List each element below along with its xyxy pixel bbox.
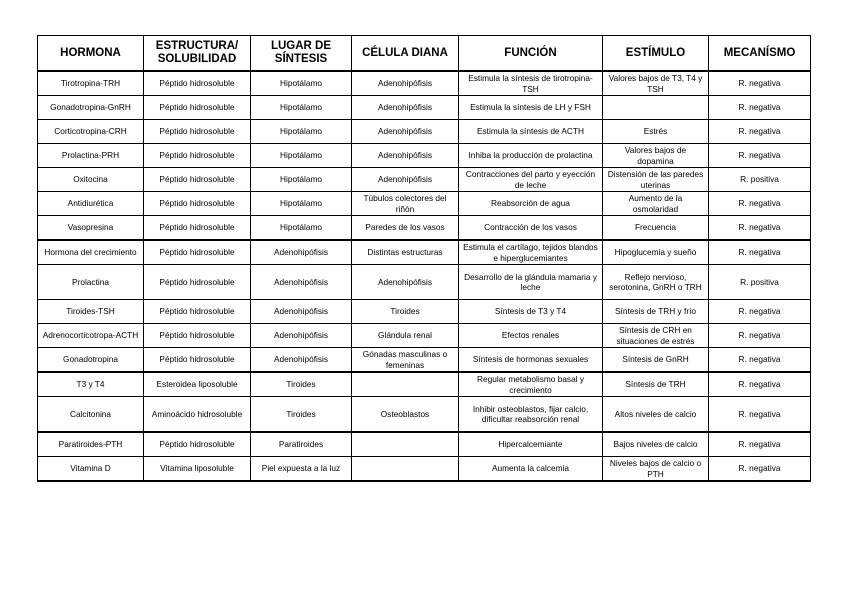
cell-hormona: Vitamina D: [38, 457, 144, 482]
col-header-funcion: FUNCIÓN: [459, 36, 603, 72]
cell-funcion: Regular metabolismo basal y crecimiento: [459, 372, 603, 397]
cell-mecanismo: R. positiva: [709, 168, 811, 192]
cell-estructura: Aminoácido hidrosoluble: [144, 397, 251, 433]
col-header-celula: CÉLULA DIANA: [352, 36, 459, 72]
cell-mecanismo: R. negativa: [709, 432, 811, 457]
cell-mecanismo: R. negativa: [709, 71, 811, 96]
table-row: [38, 265, 811, 300]
cell-lugar: Adenohipófisis: [251, 265, 352, 300]
cell-estructura: Péptido hidrosoluble: [144, 168, 251, 192]
table-row: [38, 71, 811, 96]
cell-mecanismo: R. negativa: [709, 240, 811, 265]
cell-lugar: Hipotálamo: [251, 71, 352, 96]
cell-celula: Distintas estructuras: [352, 240, 459, 265]
cell-lugar: Hipotálamo: [251, 216, 352, 241]
table-row: [38, 168, 811, 192]
cell-funcion: Síntesis de T3 y T4: [459, 300, 603, 324]
table-row: [38, 324, 811, 348]
cell-mecanismo: R. negativa: [709, 216, 811, 241]
cell-estimulo: [603, 96, 709, 120]
cell-celula: Glándula renal: [352, 324, 459, 348]
cell-funcion: Estimula la síntesis de ACTH: [459, 120, 603, 144]
table-row: [38, 372, 811, 397]
hormone-table-sheet: [37, 35, 811, 482]
cell-lugar: Hipotálamo: [251, 120, 352, 144]
cell-celula: Adenohipófisis: [352, 144, 459, 168]
cell-estructura: Vitamina liposoluble: [144, 457, 251, 482]
cell-funcion: Efectos renales: [459, 324, 603, 348]
cell-celula: Osteoblastos: [352, 397, 459, 433]
cell-estimulo: Estrés: [603, 120, 709, 144]
col-header-hormona: HORMONA: [38, 36, 144, 72]
col-header-lugar: LUGAR DE SÍNTESIS: [251, 36, 352, 72]
cell-estimulo: Valores bajos de dopamina: [603, 144, 709, 168]
cell-lugar: Paratiroides: [251, 432, 352, 457]
cell-estimulo: Aumento de la osmolaridad: [603, 192, 709, 216]
cell-celula: Tiroides: [352, 300, 459, 324]
cell-estructura: Péptido hidrosoluble: [144, 192, 251, 216]
cell-estructura: Péptido hidrosoluble: [144, 71, 251, 96]
cell-mecanismo: R. negativa: [709, 348, 811, 373]
cell-funcion: Hipercalcemiante: [459, 432, 603, 457]
cell-hormona: Antidiurética: [38, 192, 144, 216]
cell-hormona: Gonadotropina: [38, 348, 144, 373]
cell-hormona: Tirotropina-TRH: [38, 71, 144, 96]
cell-funcion: Contracciones del parto y eyección de leche: [459, 168, 603, 192]
cell-estructura: Péptido hidrosoluble: [144, 120, 251, 144]
cell-celula: Gónadas masculinas o femeninas: [352, 348, 459, 373]
cell-mecanismo: R. negativa: [709, 192, 811, 216]
table-row: [38, 96, 811, 120]
cell-lugar: Adenohipófisis: [251, 348, 352, 373]
cell-estimulo: Niveles bajos de calcio o PTH: [603, 457, 709, 482]
cell-hormona: T3 y T4: [38, 372, 144, 397]
cell-hormona: Calcitonina: [38, 397, 144, 433]
cell-funcion: Estimula el cartílago, tejidos blandos e hiperglucemiantes: [459, 240, 603, 265]
cell-hormona: Corticotropina-CRH: [38, 120, 144, 144]
col-header-mecanismo: MECANÍSMO: [709, 36, 811, 72]
cell-hormona: Prolactina: [38, 265, 144, 300]
cell-celula: Adenohipófisis: [352, 71, 459, 96]
cell-estructura: Péptido hidrosoluble: [144, 348, 251, 373]
cell-celula: [352, 457, 459, 482]
cell-mecanismo: R. negativa: [709, 96, 811, 120]
cell-lugar: Piel expuesta a la luz: [251, 457, 352, 482]
cell-estructura: Péptido hidrosoluble: [144, 265, 251, 300]
cell-estructura: Péptido hidrosoluble: [144, 216, 251, 241]
cell-hormona: Hormona del crecimiento: [38, 240, 144, 265]
cell-funcion: Inhiba la producción de prolactina: [459, 144, 603, 168]
cell-hormona: Paratiroides-PTH: [38, 432, 144, 457]
cell-estimulo: Frecuencia: [603, 216, 709, 241]
cell-estructura: Péptido hidrosoluble: [144, 432, 251, 457]
cell-celula: Adenohipófisis: [352, 120, 459, 144]
cell-hormona: Oxitocina: [38, 168, 144, 192]
cell-mecanismo: R. negativa: [709, 324, 811, 348]
table-row: [38, 432, 811, 457]
cell-lugar: Hipotálamo: [251, 96, 352, 120]
cell-hormona: Gonadotropina-GnRH: [38, 96, 144, 120]
col-header-estructura: ESTRUCTURA/ SOLUBILIDAD: [144, 36, 251, 72]
table-row: [38, 216, 811, 241]
cell-celula: Paredes de los vasos: [352, 216, 459, 241]
cell-celula: Adenohipófisis: [352, 265, 459, 300]
cell-celula: [352, 432, 459, 457]
cell-estimulo: Altos niveles de calcio: [603, 397, 709, 433]
cell-lugar: Hipotálamo: [251, 168, 352, 192]
cell-mecanismo: R. negativa: [709, 457, 811, 482]
cell-lugar: Hipotálamo: [251, 192, 352, 216]
cell-mecanismo: R. negativa: [709, 120, 811, 144]
cell-lugar: Adenohipófisis: [251, 300, 352, 324]
col-header-estimulo: ESTÍMULO: [603, 36, 709, 72]
cell-funcion: Estimula la síntesis de tirotropina-TSH: [459, 71, 603, 96]
table-row: [38, 120, 811, 144]
cell-estructura: Esteroidea liposoluble: [144, 372, 251, 397]
cell-lugar: Hipotálamo: [251, 144, 352, 168]
cell-estructura: Péptido hidrosoluble: [144, 96, 251, 120]
cell-estructura: Péptido hidrosoluble: [144, 300, 251, 324]
table-row: [38, 240, 811, 265]
cell-lugar: Tiroides: [251, 397, 352, 433]
cell-celula: Túbulos colectores del riñón: [352, 192, 459, 216]
table-row: [38, 348, 811, 373]
cell-mecanismo: R. negativa: [709, 144, 811, 168]
cell-lugar: Tiroides: [251, 372, 352, 397]
table-row: [38, 300, 811, 324]
cell-estimulo: Síntesis de TRH: [603, 372, 709, 397]
cell-hormona: Vasopresina: [38, 216, 144, 241]
cell-lugar: Adenohipófisis: [251, 240, 352, 265]
cell-estimulo: Reflejo nervioso, serotonina, GnRH o TRH: [603, 265, 709, 300]
table-row: [38, 144, 811, 168]
cell-celula: Adenohipófisis: [352, 96, 459, 120]
cell-estimulo: Distensión de las paredes uterinas: [603, 168, 709, 192]
cell-funcion: Estimula la síntesis de LH y FSH: [459, 96, 603, 120]
cell-funcion: Inhibir osteoblastos, fijar calcio, dificultar reabsorción renal: [459, 397, 603, 433]
cell-estimulo: Síntesis de GnRH: [603, 348, 709, 373]
cell-mecanismo: R. positiva: [709, 265, 811, 300]
cell-hormona: Adrenocorticotropa-ACTH: [38, 324, 144, 348]
cell-estimulo: Síntesis de TRH y frío: [603, 300, 709, 324]
table-row: [38, 457, 811, 482]
cell-lugar: Adenohipófisis: [251, 324, 352, 348]
cell-funcion: Síntesis de hormonas sexuales: [459, 348, 603, 373]
cell-celula: [352, 372, 459, 397]
cell-estimulo: Bajos niveles de calcio: [603, 432, 709, 457]
cell-funcion: Reabsorción de agua: [459, 192, 603, 216]
cell-estructura: Péptido hidrosoluble: [144, 144, 251, 168]
cell-estructura: Péptido hidrosoluble: [144, 240, 251, 265]
cell-celula: Adenohipófisis: [352, 168, 459, 192]
cell-mecanismo: R. negativa: [709, 397, 811, 433]
cell-hormona: Tiroides-TSH: [38, 300, 144, 324]
cell-funcion: Desarrollo de la glándula mamaria y leche: [459, 265, 603, 300]
cell-estructura: Péptido hidrosoluble: [144, 324, 251, 348]
hormone-table: [37, 35, 811, 482]
cell-mecanismo: R. negativa: [709, 300, 811, 324]
cell-funcion: Aumenta la calcemia: [459, 457, 603, 482]
cell-estimulo: Síntesis de CRH en situaciones de estrés: [603, 324, 709, 348]
cell-estimulo: Hipoglucemia y sueño: [603, 240, 709, 265]
cell-mecanismo: R. negativa: [709, 372, 811, 397]
header-row: [38, 36, 811, 72]
cell-hormona: Prolactina-PRH: [38, 144, 144, 168]
table-row: [38, 397, 811, 433]
cell-estimulo: Valores bajos de T3, T4 y TSH: [603, 71, 709, 96]
table-row: [38, 192, 811, 216]
cell-funcion: Contracción de los vasos: [459, 216, 603, 241]
